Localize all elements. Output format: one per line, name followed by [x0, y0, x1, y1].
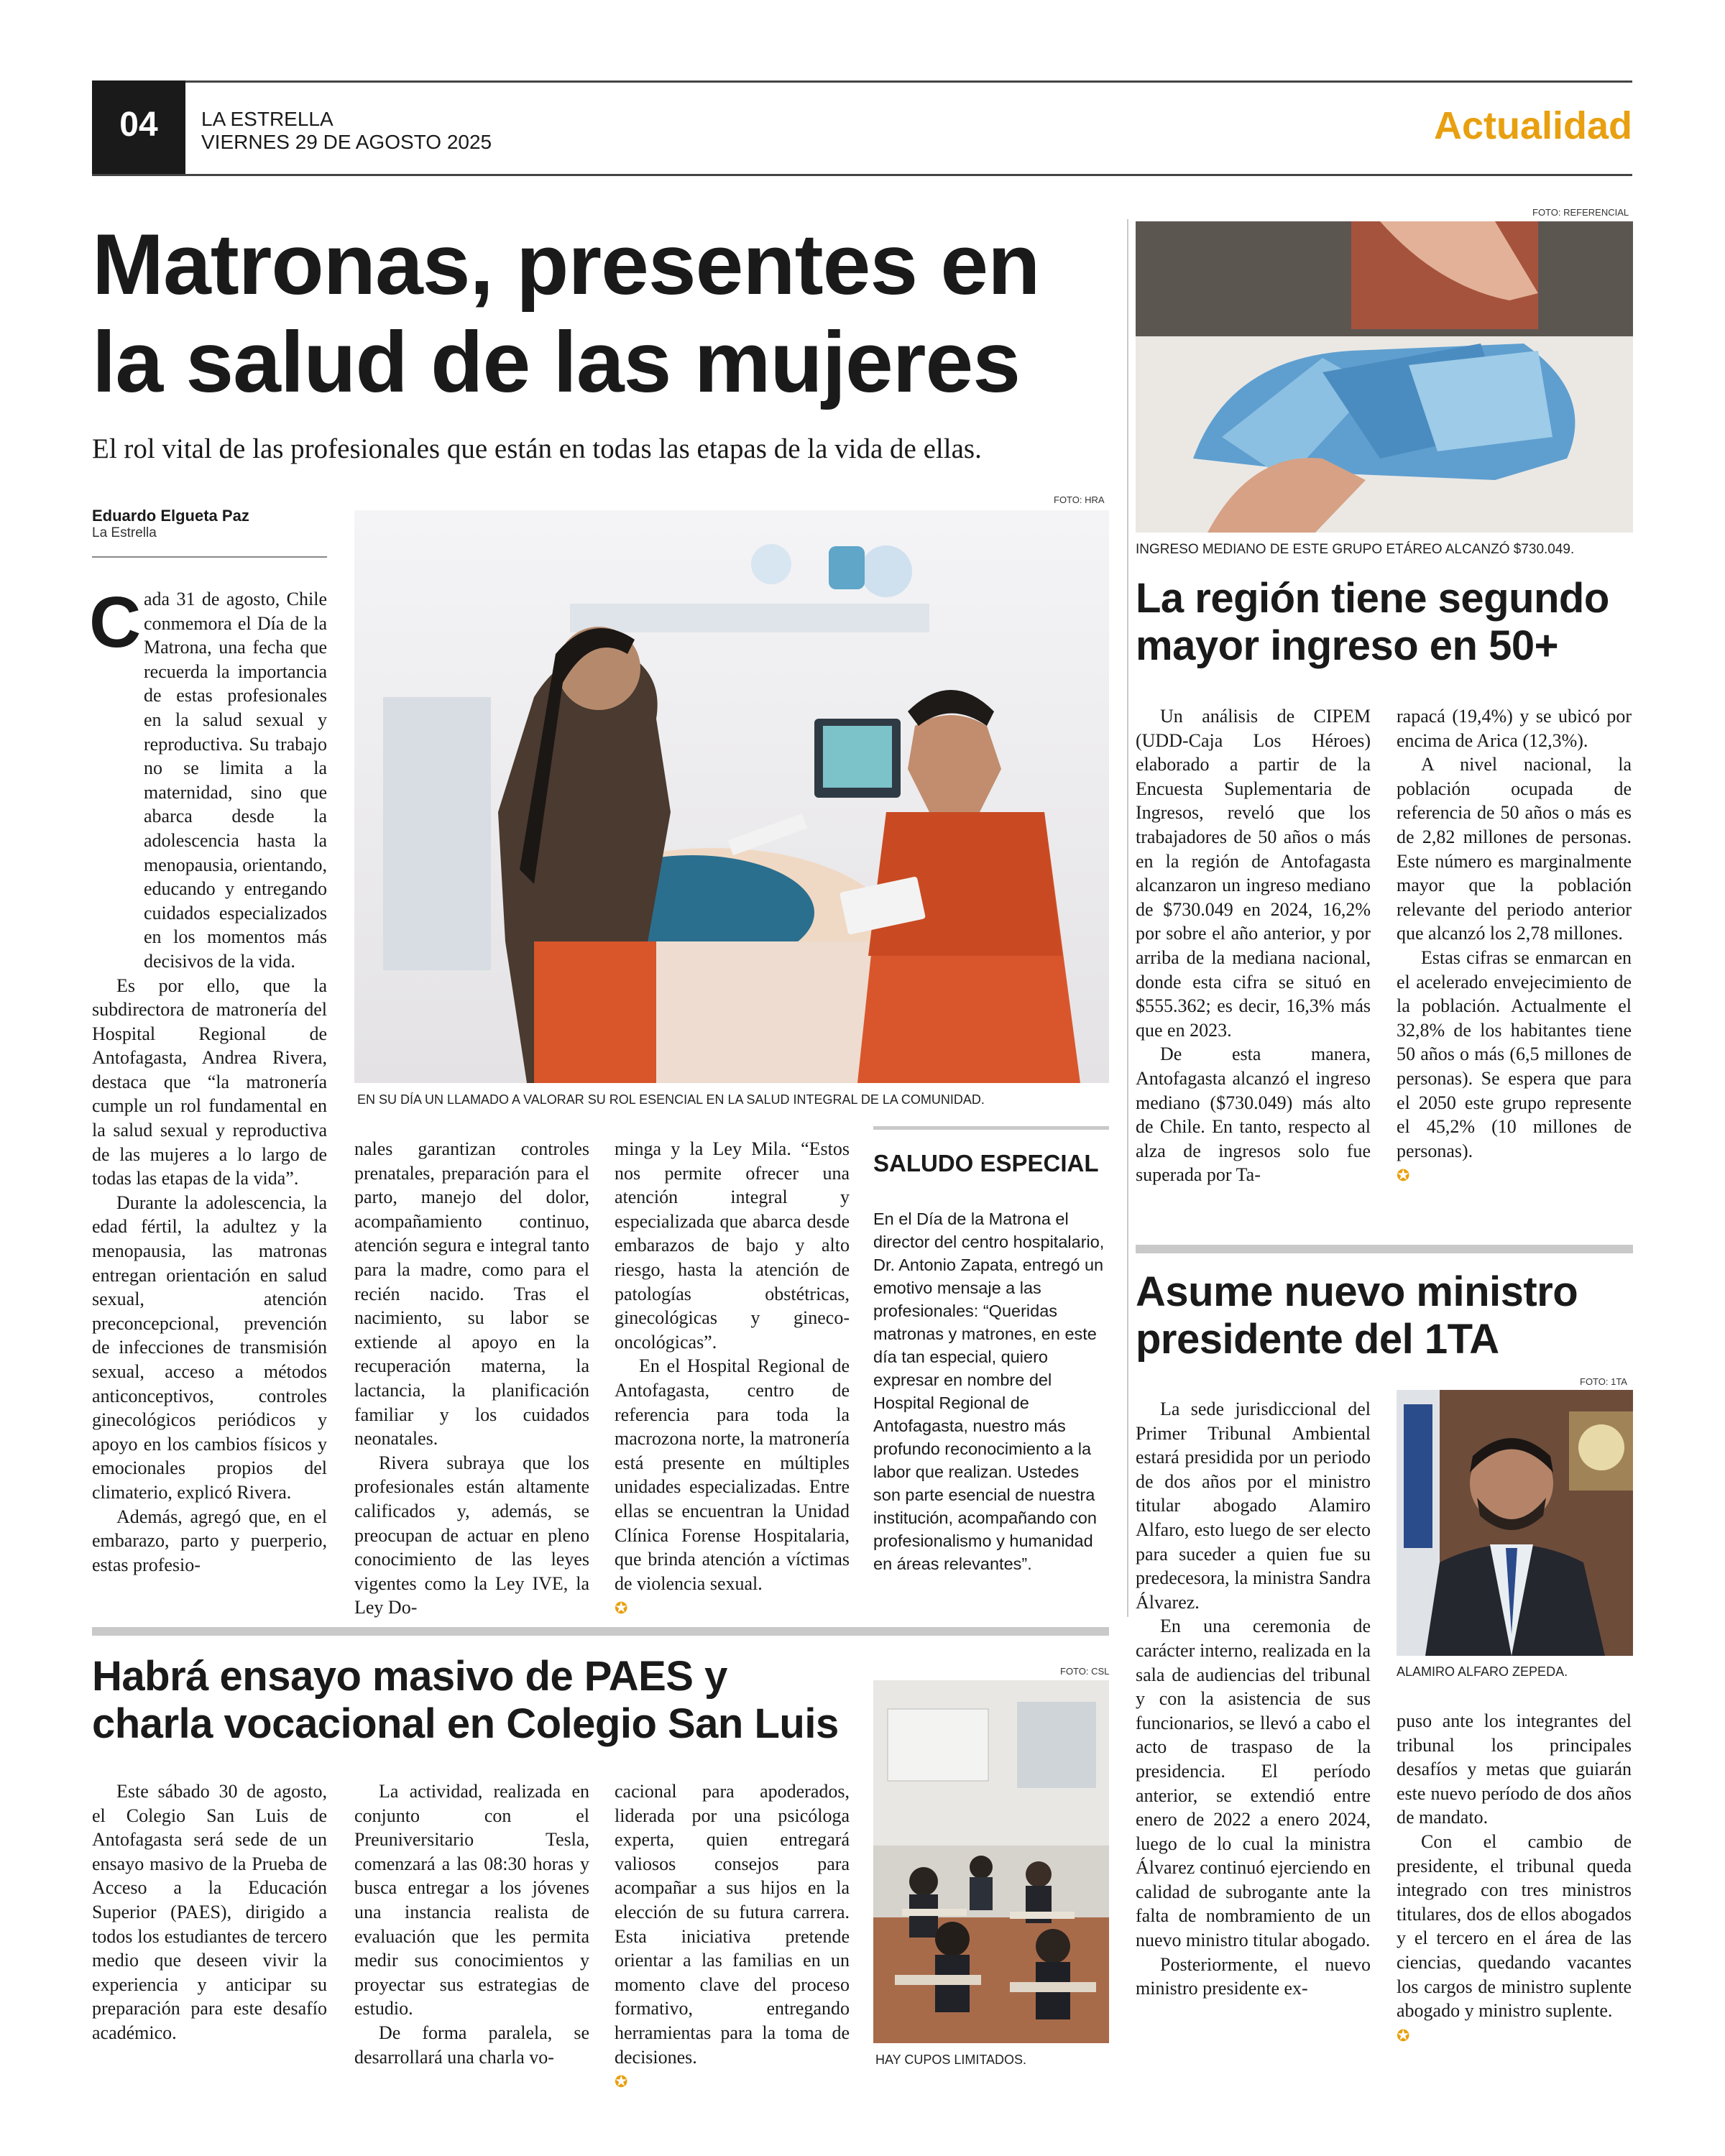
main-col1-p4: Además, agregó que, en el embarazo, parto y puerperio, estas profesio-	[92, 1506, 327, 1575]
ingreso-col2-p2: A nivel nacional, la población ocupada de referencia de 50 años o más es de 2,82 millones de personas. Este número es marginalmente mayor que la población relevante del periodo anterior que alcanzó los 2,78 millones.	[1397, 754, 1632, 944]
paes-photo-aula	[873, 1680, 1109, 2043]
ingreso-col1-p2: De esta manera, Antofagasta alcanzó el ingreso mediano ($730.049) más alto de Chile. En tanto, respecto al alza de ingresos solo fue superada por Ta-	[1136, 1044, 1371, 1186]
main-col1-p3: Durante la adolescencia, la edad fértil, la adultez y la menopausia, las matronas entregan orientación en salud sexual, atención preconcepcional, prevención de infecciones de transmisión sexual, acceso a métodos anticonceptivos, controles ginecológicos periódicos y apoyo en los cambios físicos y emocionales propios del climaterio, explicó Rivera.	[92, 1192, 327, 1503]
author-name: Eduardo Elgueta Paz	[92, 507, 249, 525]
ministro-col2-p1: puso ante los integrantes del tribunal los principales desafíos y metas que guiarán este nuevo período de dos años de mandato.	[1397, 1710, 1632, 1828]
ingreso-col1-p1: Un análisis de CIPEM (UDD-Caja Los Héroes) elaborado a partir de la Encuesta Suplementaria de Ingresos, reveló que los trabajadores de 50 años o más en la región de Antofagasta alcanzaron un ingreso mediano de $730.049 en 2024, 16,2% por sobre el año anterior, y por arriba de la mediana nacional, donde esta cifra se situó en $555.362; es decir, 16,3% más que en 2023.	[1136, 706, 1371, 1041]
paes-headline: Habrá ensayo masivo de PAES y charla vocacional en Colegio San Luis	[92, 1653, 839, 1747]
paes-col2-p1: La actividad, realizada en conjunto con el Preuniversitario Tesla, comenzará a las 08:30 horas y busca entregar a los jóvenes una instancia realista de evaluación que les permita medir sus conocimientos y proyectar sus estrategias de estudio.	[354, 1781, 589, 2019]
ministro-photo-credit: FOTO: 1TA	[1580, 1376, 1627, 1387]
paes-photo-credit: FOTO: CSL	[1060, 1666, 1110, 1677]
main-col2-p1: nales garantizan controles prenatales, preparación para el parto, manejo del dolor, acompañamiento continuo, atención segura e integral tanto para la madre, como para el recién nacido. Tras el nacimiento, su labor se extiende al apoyo en la recuperación materna, la lactancia, la planificación familiar y los cuidados neonatales.	[354, 1138, 589, 1450]
ministro-photo-alfaro	[1397, 1390, 1633, 1656]
end-mark-icon: ✪	[615, 2073, 628, 2091]
author-outlet: La Estrella	[92, 525, 157, 540]
main-photo-caption: EN SU DÍA UN LLAMADO A VALORAR SU ROL ESENCIAL EN LA SALUD INTEGRAL DE LA COMUNIDAD.	[357, 1092, 985, 1107]
paes-column-3	[615, 1779, 850, 2094]
ministro-col1-p2: En una ceremonia de carácter interno, realizada en la sala de audiencias del tribunal y con la asistencia de sus funcionarios, se llevó a cabo el acto de traspaso de la presidencia. El período anterior, se extendió entre enero de 2022 a enero 2024, luego de lo cual la ministra Álvarez continuó ejerciendo en calidad de subrogante ante la falta de nombramiento de un nuevo ministro titular abogado.	[1136, 1616, 1371, 1951]
paes-column-2	[354, 1779, 589, 2069]
ingreso-column-1	[1136, 704, 1371, 1187]
main-column-3	[615, 1137, 850, 1621]
sidebar-box-text: En el Día de la Matrona el director del centro hospitalario, Dr. Antonio Zapata, entregó un emotivo mensaje a las profesionales: “Queridas matronas y matrones, en este día tan especial, quiero expresar en nombre del Hospital Regional de Antofagasta, nuestro más profundo reconocimiento a la labor que realizan. Ustedes son parte esencial de nuestra institución, acompañando con profesionalismo y humanidad en áreas relevantes”.	[873, 1210, 1105, 1573]
paes-photo-caption: HAY CUPOS LIMITADOS.	[875, 2053, 1027, 2067]
ministro-headline: Asume nuevo ministro presidente del 1TA	[1136, 1268, 1578, 1363]
ingreso-col2-p3: Estas cifras se enmarcan en el acelerado envejecimiento de la población. Actualmente el 32,8% de los habitantes tiene 50 años o más (6,5 millones de personas). Se espera que para el 2050 este grupo represente el 45,2% (10 millones de personas).	[1397, 946, 1632, 1161]
main-column-1	[92, 587, 327, 1577]
dropcap: C	[89, 582, 142, 663]
main-col1-p2: Es por ello, que la subdirectora de matronería del Hospital Regional de Antofagasta, Andrea Rivera, destaca que “la matronería cumple un rol fundamental en la salud sexual y reproductiva de las mujeres a lo largo de todas las etapas de la vida”.	[92, 975, 327, 1189]
main-col1-p1: ada 31 de agosto, Chile conmemora el Día de la Matrona, una fecha que recuerda la importancia de estas profesionales en la salud sexual y reproductiva. Su trabajo no se limita a la maternidad, sino que abarca desde la adolescencia hasta la menopausia, orientando, educando y entregando cuidados especializados en los momentos más decisivos de la vida.	[144, 589, 327, 972]
main-photo-credit: FOTO: HRA	[1054, 494, 1105, 505]
end-mark-icon: ✪	[615, 1599, 628, 1618]
sidebar-box-title: SALUDO ESPECIAL	[873, 1150, 1099, 1176]
page-number: 04	[119, 106, 158, 144]
main-col3-p1: minga y la Ley Mila. “Estos nos permite ofrecer una atención integral y especializada que abarca desde embarazos de bajo y alto riesgo, hasta la atención de patologías obstétricas, ginecológicas y gineco-oncológicas”.	[615, 1138, 850, 1353]
ministro-col1-p3: Posteriormente, el nuevo ministro presidente ex-	[1136, 1953, 1371, 1999]
main-headline: Matronas, presentes en la salud de las mujeres	[92, 216, 1040, 410]
ministro-col2-p2: Con el cambio de presidente, el tribunal queda integrado con tres ministros titulares, dos de ellos abogados y el tercero en el área de las ciencias, quedando vacantes los cargos de ministro suplente abogado y ministro suplente.	[1397, 1830, 1632, 2022]
issue-date: VIERNES 29 DE AGOSTO 2025	[201, 131, 492, 153]
main-col3-p2: En el Hospital Regional de Antofagasta, centro de referencia para toda la macrozona norte, la matronería está presente en múltiples unidades especializadas. Entre ellas se encuentran la Unidad Clínica Forense Hospitalaria, que brinda atención a víctimas de violencia sexual.	[615, 1355, 850, 1594]
paper-name: LA ESTRELLA	[201, 108, 334, 130]
ministro-photo-caption: ALAMIRO ALFARO ZEPEDA.	[1397, 1664, 1568, 1679]
page-header	[92, 80, 1632, 175]
main-col2-p2: Rivera subraya que los profesionales están altamente calificados y, además, se preocupan de actuar en pleno conocimiento de las leyes vigentes como la Ley IVE, la Ley Do-	[354, 1452, 589, 1618]
main-subtitle: El rol vital de las profesionales que están en todas las etapas de la vida de ellas.	[92, 433, 982, 464]
paes-col1-p1: Este sábado 30 de agosto, el Colegio San Luis de Antofagasta será sede de un ensayo masivo de la Prueba de Acceso a la Educación Superior (PAES), dirigido a todos los estudiantes de tercero medio que deseen vivir la experiencia y anticipar su preparación para este desafío académico.	[92, 1781, 327, 2043]
main-photo-matronas	[354, 510, 1109, 1083]
end-mark-icon: ✪	[1397, 2026, 1410, 2045]
ingreso-photo-credit: FOTO: REFERENCIAL	[1532, 207, 1629, 218]
paes-col2-p2: De forma paralela, se desarrollará una charla vo-	[354, 2022, 589, 2068]
ingreso-headline: La región tiene segundo mayor ingreso en 50+	[1136, 575, 1609, 669]
end-mark-icon: ✪	[1397, 1166, 1410, 1185]
ingreso-photo-caption: INGRESO MEDIANO DE ESTE GRUPO ETÁREO ALCANZÓ $730.049.	[1136, 542, 1575, 557]
ministro-column-2	[1397, 1709, 1632, 2047]
ingreso-col2-p1: rapacá (19,4%) y se ubicó por encima de Arica (12,3%).	[1397, 706, 1632, 751]
paes-column-1	[92, 1779, 327, 2045]
ministro-column-1	[1136, 1397, 1371, 2001]
main-column-2	[354, 1137, 589, 1620]
ingreso-photo-billetes	[1136, 221, 1633, 533]
ministro-col1-p1: La sede jurisdiccional del Primer Tribunal Ambiental estará presidida por un periodo de dos años por el ministro titular abogado Alamiro Alfaro, esto luego de ser electo para suceder a quien fue su predecesora, la ministra Sandra Álvarez.	[1136, 1399, 1371, 1613]
paes-col3-p1: cacional para apoderados, liderada por una psicóloga experta, quien entregará valiosos consejos para acompañar a sus hijos en la elección de su futura carrera. Esta iniciativa pretende orientar a las familias en un momento clave del proceso formativo, entregando herramientas para la toma de decisiones.	[615, 1781, 850, 2068]
section-label: Actualidad	[1433, 104, 1632, 147]
byline	[92, 507, 249, 541]
ingreso-column-2	[1397, 704, 1632, 1188]
